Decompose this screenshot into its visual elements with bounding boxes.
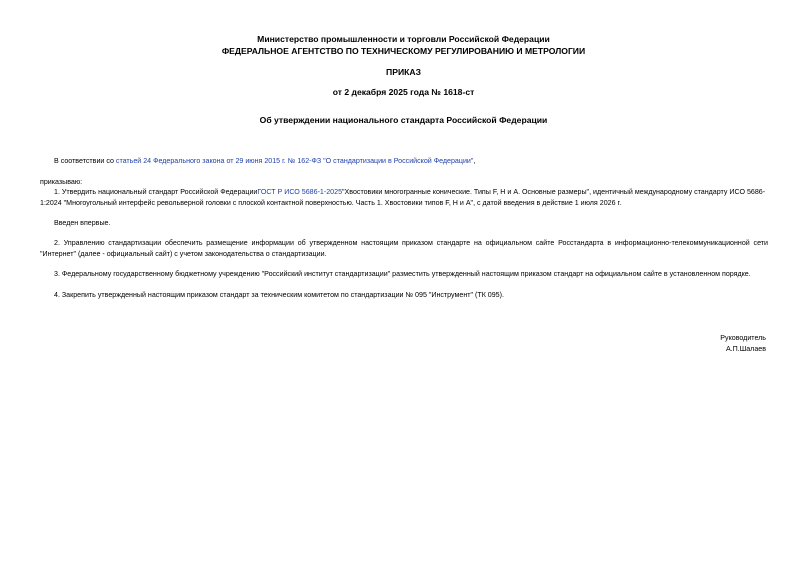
signatory-name: А.П.Шалаев	[725, 345, 766, 353]
intro-suffix: ,	[473, 157, 476, 165]
item-1-paragraph	[40, 187, 770, 209]
intro-paragraph	[40, 156, 780, 167]
ministry-name: Министерство промышленности и торговли Российской Федерации	[257, 34, 550, 44]
item-2-paragraph: 2. Управлению стандартизации обеспечить размещение информации об утвержденном настоящим приказом стандарте на официальном сайте Росстандарта в информационно-телекоммуникационной сети "Интернет" (далее - официальный сайт) с учетом законодательства о стандартизации.	[40, 239, 768, 258]
signatory-position: Руководитель	[720, 334, 766, 342]
order-word: приказываю:	[40, 178, 83, 186]
gost-standard-link[interactable]: ГОСТ Р ИСО 5686-1-2025	[257, 188, 343, 196]
federal-law-link[interactable]: статьей 24 Федерального закона от 29 июня 2015 г. № 162-ФЗ "О стандартизации в Российской Федерации"	[115, 157, 474, 165]
item-4-paragraph: 4. Закрепить утвержденный настоящим приказом стандарт за техническим комитетом по стандартизации № 095 "Инструмент" (ТК 095).	[54, 291, 504, 299]
document-title: Об утверждении национального стандарта Российской Федерации	[259, 115, 548, 125]
intro-prefix: В соответствии со	[54, 157, 116, 165]
item-1-suffix: "Хвостовики многогранные конические. Типы F, H и A. Основные размеры", идентичный международному стандарту ИСО 5686-1:2024 "Многоугольный интерфейс револьверной головки с плоской контактной поверхностью. Часть 1. Хвостовики типов F, H и A", с датой введения в действие 1 июля 2026 г.	[40, 188, 766, 207]
item-1-prefix: 1. Утвердить национальный стандарт Российской Федерации	[54, 188, 258, 196]
introduced-note: Введен впервые.	[54, 219, 111, 227]
item-3-paragraph: 3. Федеральному государственному бюджетному учреждению "Российский институт стандартизации" разместить утвержденный настоящим приказом стандарт на официальном сайте в установленном порядке.	[54, 270, 751, 278]
document-date-number: от 2 декабря 2025 года № 1618-ст	[332, 87, 475, 97]
document-type: ПРИКАЗ	[386, 67, 421, 77]
agency-name: ФЕДЕРАЛЬНОЕ АГЕНТСТВО ПО ТЕХНИЧЕСКОМУ РЕГУЛИРОВАНИЮ И МЕТРОЛОГИИ	[221, 46, 586, 56]
